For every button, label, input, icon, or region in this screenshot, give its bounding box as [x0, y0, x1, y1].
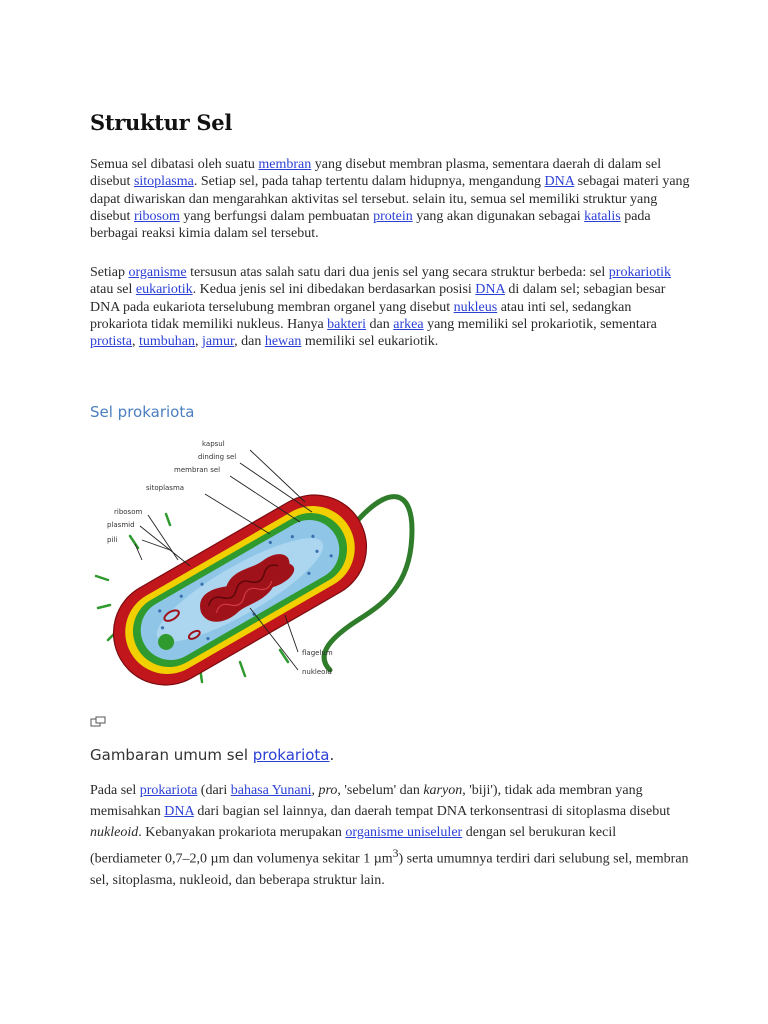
text-segment: yang berfungsi dalam pembuatan: [179, 208, 374, 224]
cell-types-paragraph: [90, 264, 690, 350]
link-prokariotik[interactable]: prokariotik: [608, 265, 671, 280]
text-segment: (dari: [197, 783, 231, 798]
text-segment: Pada sel: [90, 783, 140, 798]
text-segment: dari bagian sel lainnya, dan daerah tempat DNA terkonsentrasi di sitoplasma disebut: [193, 804, 671, 819]
link-tumbuhan[interactable]: tumbuhan: [139, 334, 195, 350]
link-nukleus[interactable]: nukleus: [453, 299, 498, 315]
label-plasmid: plasmid: [107, 521, 135, 529]
text-segment: dan: [366, 316, 394, 332]
italic-term: pro: [318, 783, 338, 798]
intro-paragraph: [90, 156, 690, 242]
link-prokariota-caption[interactable]: prokariota: [252, 746, 330, 764]
enlarge-icon[interactable]: [90, 716, 106, 728]
prokaryote-cell-diagram: [90, 430, 430, 700]
link-bakteri[interactable]: bakteri: [327, 316, 367, 332]
link-dna[interactable]: DNA: [164, 804, 194, 819]
link-organisme[interactable]: organisme: [128, 265, 187, 280]
text-segment: , 'biji'), tidak ada membran yang memisahkan: [90, 783, 643, 819]
text-segment: . Setiap sel, pada tahap tertentu dalam hidupnya, mengandung: [193, 174, 545, 190]
superscript: 3: [392, 847, 399, 860]
text-segment: sebagai materi yang dapat diwariskan dan mengarahkan aktivitas sel tersebut. selain itu, semua sel memiliki struktur yang disebut: [90, 174, 690, 224]
figure-caption: [90, 746, 334, 764]
prokaryote-paragraph: [90, 780, 690, 891]
text-segment: atau inti sel, sedangkan prokariota tidak memiliki nukleus. Hanya: [90, 299, 632, 332]
text-segment: Setiap: [90, 265, 129, 280]
text-segment: dengan sel berukuran kecil (berdiameter 0,7–2,0 µm dan volumenya sekitar 1 µm: [90, 825, 617, 867]
link-prokariota[interactable]: prokariota: [139, 783, 198, 798]
text-segment: pada berbagai reaksi kimia dalam sel tersebut.: [90, 208, 651, 242]
label-dinding-sel: dinding sel: [198, 453, 237, 461]
text-segment: ) serta umumnya terdiri dari selubung sel, membran sel, sitoplasma, nukleoid, dan beberapa struktur lain.: [90, 851, 689, 888]
link-membran[interactable]: membran: [258, 157, 312, 172]
link-sitoplasma[interactable]: sitoplasma: [133, 174, 194, 190]
label-ribosom: ribosom: [114, 508, 143, 516]
link-arkea[interactable]: arkea: [393, 316, 424, 332]
label-sitoplasma: sitoplasma: [146, 484, 185, 492]
label-pili: pili: [107, 536, 118, 544]
link-ribosom[interactable]: ribosom: [133, 208, 180, 224]
link-hewan[interactable]: hewan: [264, 334, 302, 350]
link-jamur[interactable]: jamur: [202, 334, 235, 350]
italic-term: nukleoid: [90, 825, 139, 840]
link-protista[interactable]: protista: [90, 334, 132, 350]
text-segment: tersusun atas salah satu dari dua jenis sel yang secara struktur berbeda: sel: [186, 265, 609, 280]
text-segment: ,: [311, 783, 319, 798]
text-segment: memiliki sel eukariotik.: [301, 334, 439, 350]
link-dna[interactable]: DNA: [544, 174, 575, 190]
link-organisme-uniseluler[interactable]: organisme uniseluler: [345, 825, 463, 840]
label-kapsul: kapsul: [202, 440, 225, 448]
italic-term: karyon: [423, 783, 463, 798]
link-katalis[interactable]: katalis: [584, 208, 621, 224]
text-segment: Semua sel dibatasi oleh suatu: [90, 157, 259, 172]
text-segment: ,: [195, 334, 202, 350]
label-nukleoid: nukleoid: [302, 668, 332, 676]
link-eukariotik[interactable]: eukariotik: [135, 282, 193, 298]
page-title: Struktur Sel: [90, 110, 232, 135]
link-protein[interactable]: protein: [373, 208, 413, 224]
text-segment: yang memiliki sel prokariotik, sementara: [423, 316, 657, 332]
text-segment: , dan: [234, 334, 265, 350]
link-dna[interactable]: DNA: [475, 282, 505, 298]
text-segment: .: [329, 746, 335, 764]
text-segment: yang disebut membran plasma, sementara daerah di dalam sel disebut: [90, 157, 662, 190]
text-segment: ,: [132, 334, 139, 350]
text-segment: . Kedua jenis sel ini dibedakan berdasarkan posisi: [192, 282, 476, 298]
link-bahasa-yunani[interactable]: bahasa Yunani: [230, 783, 312, 798]
label-flagelum: flagelum: [302, 649, 333, 657]
text-segment: atau sel: [90, 282, 136, 298]
section-heading: Sel prokariota: [90, 403, 195, 421]
text-segment: di dalam sel; sebagian besar DNA pada eukariota terselubung membran organel yang disebut: [90, 282, 666, 315]
label-membran-sel: membran sel: [174, 466, 221, 474]
text-segment: . Kebanyakan prokariota merupakan: [138, 825, 346, 840]
text-segment: yang akan digunakan sebagai: [412, 208, 585, 224]
text-segment: Gambaran umum sel: [90, 746, 253, 764]
text-segment: , 'sebelum' dan: [337, 783, 424, 798]
